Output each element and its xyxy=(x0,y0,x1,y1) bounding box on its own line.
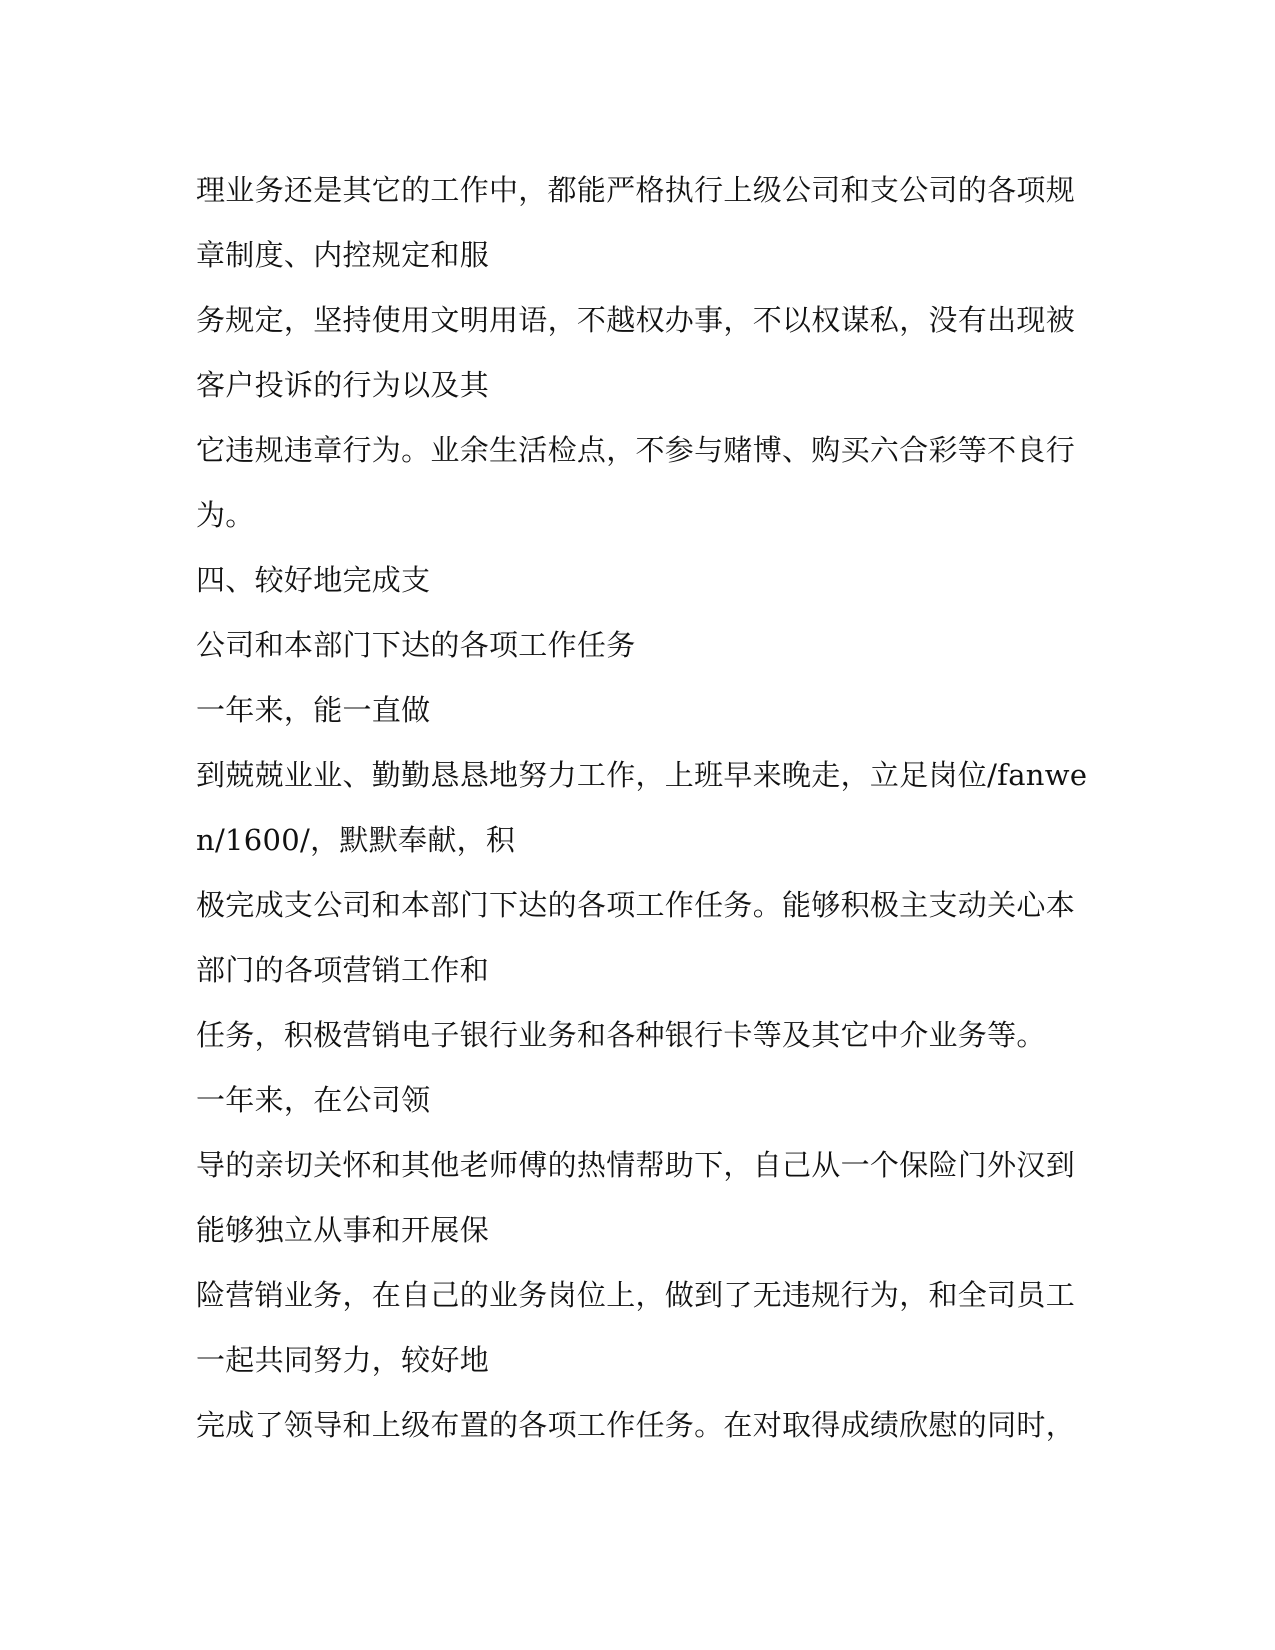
text-line: 任务，积极营销电子银行业务和各种银行卡等及其它中介业务等。 xyxy=(196,1018,1046,1052)
text-line: 险营销业务，在自己的业务岗位上，做到了无违规行为，和全司员工 xyxy=(196,1278,1076,1312)
text-line: 到兢兢业业、勤勤恳恳地努力工作，上班早来晚走，立足岗位/fanwe xyxy=(196,758,1088,792)
text-line: 为。 xyxy=(196,498,255,532)
text-line: n/1600/，默默奉献，积 xyxy=(196,823,516,857)
text-line: 客户投诉的行为以及其 xyxy=(196,368,490,402)
text-line: 完成了领导和上级布置的各项工作任务。在对取得成绩欣慰的同时， xyxy=(196,1408,1076,1442)
section-heading-continued: 公司和本部门下达的各项工作任务 xyxy=(196,628,636,662)
text-line: 理业务还是其它的工作中，都能严格执行上级公司和支公司的各项规 xyxy=(196,173,1076,207)
text-line: 务规定，坚持使用文明用语，不越权办事，不以权谋私，没有出现被 xyxy=(196,303,1076,337)
text-line: 章制度、内控规定和服 xyxy=(196,238,490,272)
text-line: 导的亲切关怀和其他老师傅的热情帮助下，自己从一个保险门外汉到 xyxy=(196,1148,1076,1182)
text-line: 它违规违章行为。业余生活检点，不参与赌博、购买六合彩等不良行 xyxy=(196,433,1076,467)
text-line: 部门的各项营销工作和 xyxy=(196,953,490,987)
text-line: 极完成支公司和本部门下达的各项工作任务。能够积极主支动关心本 xyxy=(196,888,1076,922)
text-line: 一起共同努力，较好地 xyxy=(196,1343,490,1377)
text-line: 一年来，能一直做 xyxy=(196,693,431,727)
text-line: 一年来，在公司领 xyxy=(196,1083,431,1117)
section-heading: 四、较好地完成支 xyxy=(196,563,431,597)
document-body xyxy=(196,158,1088,1458)
text-line: 能够独立从事和开展保 xyxy=(196,1213,490,1247)
